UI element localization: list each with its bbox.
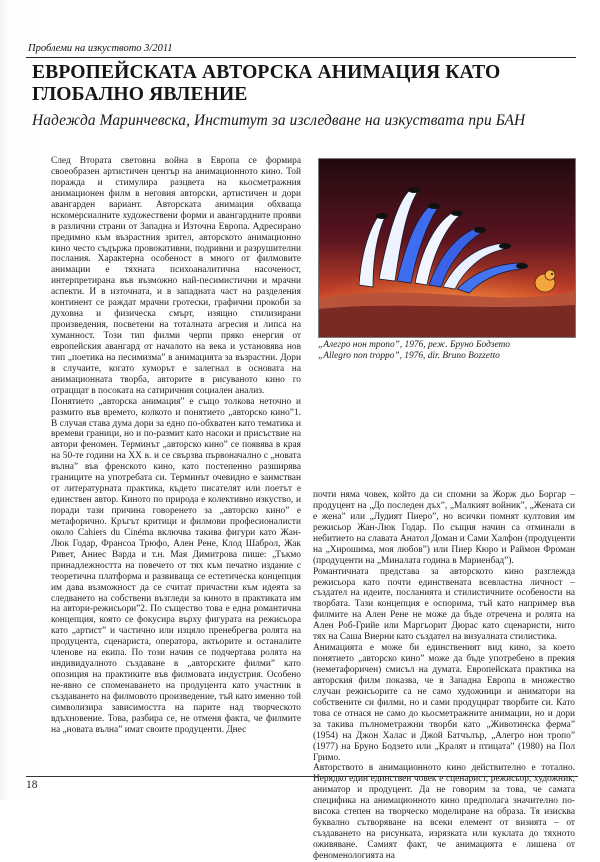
paragraph: Понятието „авторска анимация” е също толкова неточно и размито във времето, колкото и понятието „авторско кино”1. В случая става дума дори за едно по-обхватен като тематика и времеви граници, но и по-размит като насоки и присъствие на автори феномен. Терминът „авторско кино” се появява в края на 50-те години на ХХ в. и се свързва първоначално с „новата вълна” във френското кино, като постепенно разширява границите на употребата си. Терминът очевидно е заимстван от литературната практика, където писателят или поетът е единствен автор. Киното по природа е колективно изкуство, и поради тази причина говоренето за „авторско кино” е метафорично. Кръгът критици и филмови професионалисти около Cahiers du Cinéma включва такива фигури като Жан-Люк Годар, Франсоа Трюфо, Ален Рене, Клод Шаброл, Жак Ривет, Аниес Варда и т.н. Мая Димитрова пише: „Тъкмо принадлежността на повечето от тях към печатно издание с теоретична платформа и развиваща се естетическа концепция им дава възможност да се считат причастни към идеята за следването на собствени възгледи за киното в практиката им на автори-режисьори”2. По същество това е една романтична концепция, която се фокусира върху фигурата на режисьора като „артист” и частично или изцяло пренебрегва ролята на продуцента, сценариста, оператора, актьорите и останалите членове на екипа. По този начин се подчертава ролята на индивидуалното създаване в „авторските филми” като опозиция на практиките във филмовата индустрия. Особено не-явно се споменаването на продуцента като участник в създаването на филмовото произведение, тъй като именно той символизира зависимостта на парите над творческото вдъхновение. Това, разбира се, не отменя факта, че филмите на „новата вълна” имат своите продуценти. Днес bbox=[51, 396, 301, 735]
paragraph: почти няма човек, който да си спомни за Жорж дьо Боргар – продуцент на „До последен дъх”, „Малкият войник”, „Жената си е жена” или „Лудият Пиеро”, но всички помнят култовия им режисьор Жан-Люк Годар. По същия начин са отминали в небитието на славата Анатол Доман и Сами Халфон (продуценти на „Хирошима, моя любов”) или Пиер Кюро и Раймон Фроман (продуценти на „Миналата година в Мариенбад”). bbox=[313, 490, 575, 566]
article-title: ЕВРОПЕЙСКАТА АВТОРСКА АНИМАЦИЯ КАТО ГЛОБАЛНО ЯВЛЕНИЕ bbox=[32, 62, 501, 105]
right-column bbox=[313, 490, 575, 861]
caption-bulgarian: „Алегро нон тропо”, 1976, реж. Бруно Бодзето bbox=[318, 340, 510, 350]
paragraph: След Втората световна война в Европа се формира своеобразен артистичен център на анимационното кино. Той поражда и стимулира разцвета на кьосметражния анимационен филм в неговия авторски, артистичен и дори авангарден вариант. Авторската анимация обхваща нскомерсиалните художествени форми и авангардните прояви в различни страни от Западна и Източна Европа. Адресирано предимно към възрастния зрител, авторското анимационно кино често съдържа провокативни, подривни и разрушителни послания. Характерна особеност в много от филмовите анимации е тяхната психоаналитична насоченост, интерпретирана във възможно най-песимистични и мрачни аспекти. И в източната, и в западната част на разделения континент се раждат мрачни гротески, графични прокоби за духовна и физическа смърт, изящно стилизирани произведения, посветени на тоталната агресия и липса на хуманност. Този тип филми черпи пряко енергия от европейския авангард от началото на века и установява нов тип „поетика на песимизма” в анимацията за възрастни. Дори в случаите, когато хуморът е залегнал в основата на анимационната творба, авторите в рисуваното кино го отрацщат в посоката на сатиричния социален анализ. bbox=[51, 156, 301, 396]
paragraph: Анимацията е може би единственият вид кино, за което понятието „авторско кино” може да бъде употребено в прекия (неметафоричен) смисъл на думата. Европейската практика на авторския филм показва, че в Западна Европа в множество случаи режисьорите са не само художници и аниматори на собствените си филми, но и сами продуцират творбите си. Като това се отнася не само до кьосметражните анимации, но и дори за такива пълнометражни творби като „Животинска ферма” (1954) на Джон Халас и Джой Батчълър, „Алегро нон тропо” (1977) на Бруно Бодзето или „Кралят и птицата” (1980) на Пол Гримо. bbox=[313, 643, 575, 763]
paragraph: Авторството в анимационното кино действително е тотално. Нерядко един единствен човек е сценарист, режисьор, художник, аниматор и продуцент. Да не говорим за това, че самата специфика на анимационното кино предполага значително по-висока степен на творческо моделиране на образа. Тя изисква буквално сътворяване на всеки елемент от визията – от създаването на рисунката, изрязката или куклата до тяхното оживяване. Самият факт, че анимацията е лишена от феноменологията на bbox=[313, 763, 575, 861]
footer-rule bbox=[26, 776, 578, 777]
left-column bbox=[51, 156, 301, 786]
caption-english: „Allegro non troppo”, 1976, dir. Bruno Bozzetto bbox=[318, 350, 500, 361]
allegro-non-troppo-illustration bbox=[319, 159, 575, 337]
figure-caption bbox=[318, 340, 576, 362]
article-byline: Надежда Маринчевска, Институт за изследване на изкуствата при БАН bbox=[32, 112, 526, 129]
journal-header: Проблеми на изкуството 3/2011 bbox=[28, 43, 173, 54]
paragraph: Романтичната представа за авторското кино разглежда режисьора като почти единствената всевластна личност – създател на идеите, посланията и стилистичните особености на творбата. Тази концепция е оспорима, тъй като например във филмите на Ален Рене не може да бъде отречена и ролята на Ален Роб-Грийе или Маргьорит Дюрас като сценаристи, нито тях на Саша Виерни като създател на визуалната стилистика. bbox=[313, 566, 575, 643]
ground-shadow bbox=[319, 305, 575, 337]
header-rule bbox=[26, 57, 576, 58]
film-still-figure bbox=[318, 158, 576, 338]
page-number: 18 bbox=[26, 779, 38, 791]
